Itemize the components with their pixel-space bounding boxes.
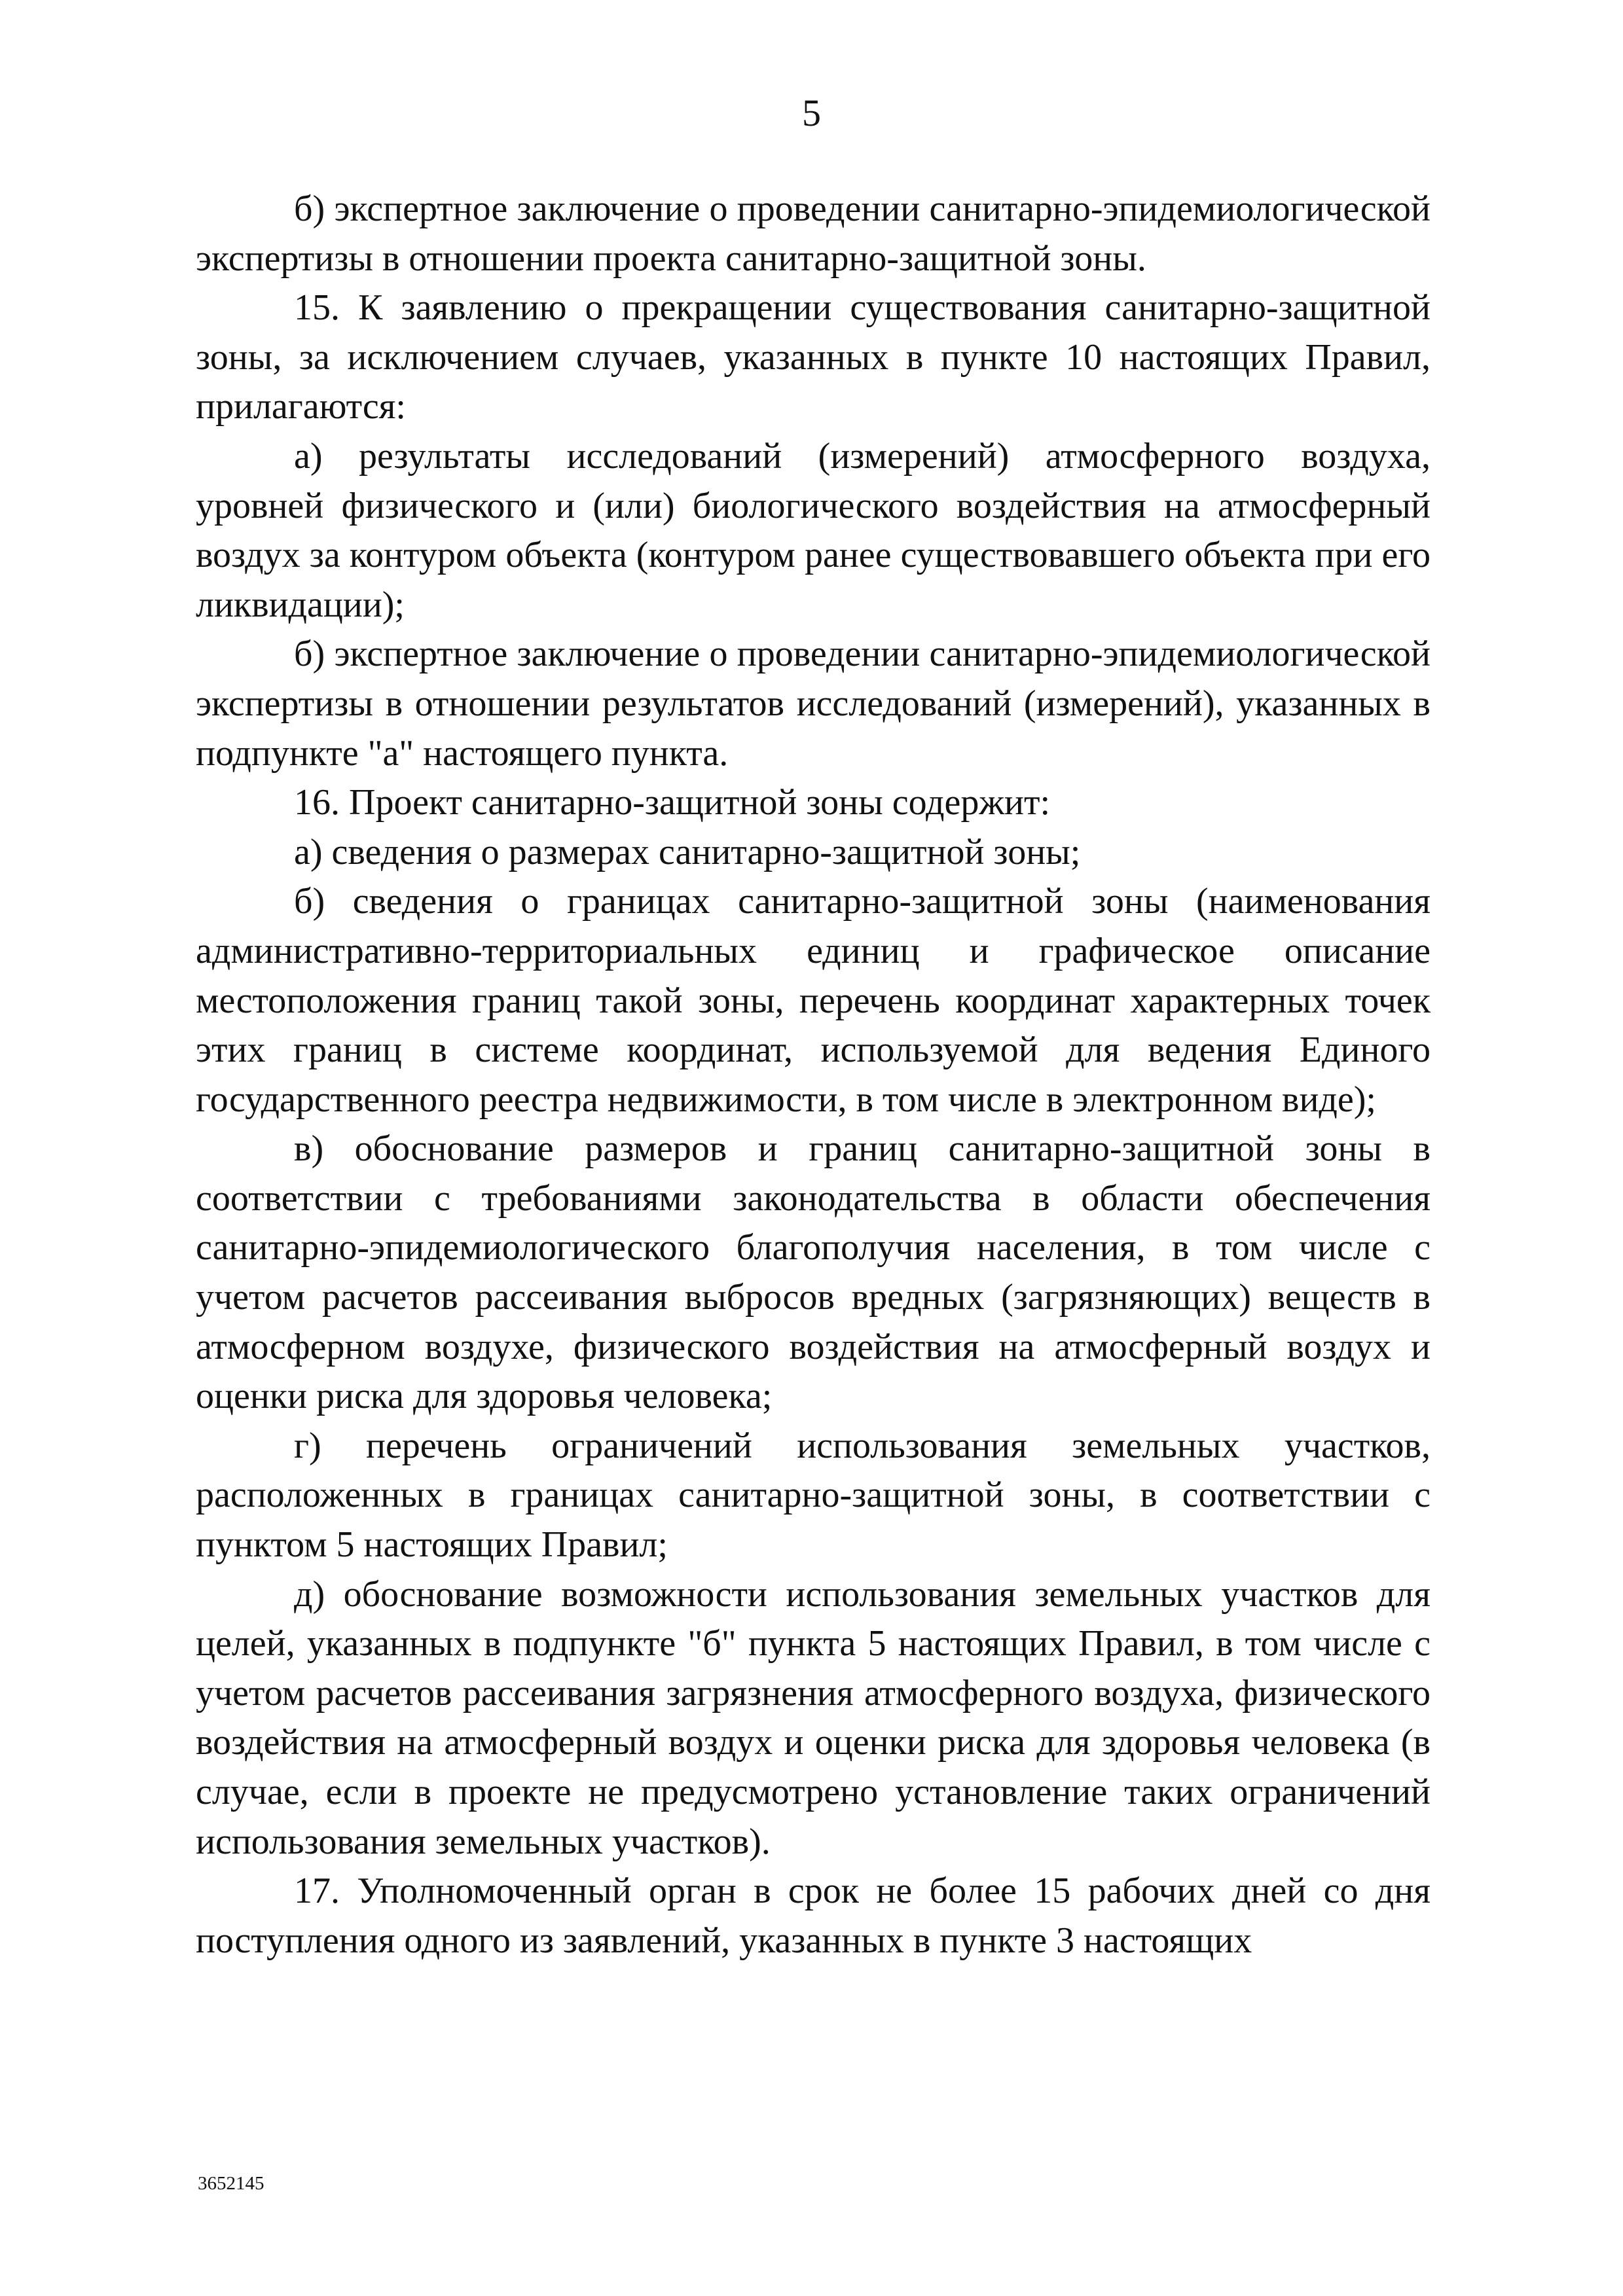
paragraph-15b: б) экспертное заключение о проведении санитарно-эпидемиологической экспертизы в отношении результатов исследований (измерений), указанных в подпункте "а" настоящего пункта.	[196, 634, 1431, 774]
document-code: 3652145	[198, 2173, 264, 2194]
paragraph-14b: б) экспертное заключение о проведении санитарно-эпидемиологической экспертизы в отношении проекта санитарно-защитной зоны.	[196, 188, 1431, 279]
paragraph-16v: в) обоснование размеров и границ санитарно-защитной зоны в соответствии с требованиями законодательства в области обеспечения санитарно-эпидемиологического благополучия населения, в том числе с учетом расчетов рассеивания выбросов вредных (загрязняющих) веществ в атмосферном воздухе, физического воздействия на атмосферный воздух и оценки риска для здоровья человека;	[196, 1128, 1431, 1417]
paragraph-15: 15. К заявлению о прекращении существования санитарно-защитной зоны, за исключением случаев, указанных в пункте 10 настоящих Правил, прилагаются:	[196, 287, 1431, 427]
paragraph-16b: б) сведения о границах санитарно-защитной зоны (наименования административно-территориальных единиц и графическое описание местоположения границ такой зоны, перечень координат характерных точек этих границ в системе координат, используемой для ведения Единого государственного реестра недвижимости, в том числе в электронном виде);	[196, 881, 1431, 1120]
paragraph-16a: а) сведения о размерах санитарно-защитной зоны;	[294, 831, 1081, 872]
paragraph-16: 16. Проект санитарно-защитной зоны содержит:	[294, 782, 1051, 823]
paragraph-16d: д) обоснование возможности использования земельных участков для целей, указанных в подпункте "б" пункта 5 настоящих Правил, в том числе с учетом расчетов рассеивания загрязнения атмосферного воздуха, физического воздействия на атмосферный воздух и оценки риска для здоровья человека (в случае, если в проекте не предусмотрено установление таких ограничений использования земельных участков).	[196, 1573, 1431, 1862]
paragraph-17: 17. Уполномоченный орган в срок не более 15 рабочих дней со дня поступления одного из заявлений, указанных в пункте 3 настоящих	[196, 1871, 1431, 1961]
paragraph-16g: г) перечень ограничений использования земельных участков, расположенных в границах санитарно-защитной зоны, в соответствии с пунктом 5 настоящих Правил;	[196, 1425, 1431, 1566]
page-number: 5	[802, 92, 821, 134]
document-body	[196, 185, 1431, 1965]
paragraph-15a: а) результаты исследований (измерений) атмосферного воздуха, уровней физического и (или) биологического воздействия на атмосферный воздух за контуром объекта (контуром ранее существовавшего объекта при его ликвидации);	[196, 435, 1431, 625]
